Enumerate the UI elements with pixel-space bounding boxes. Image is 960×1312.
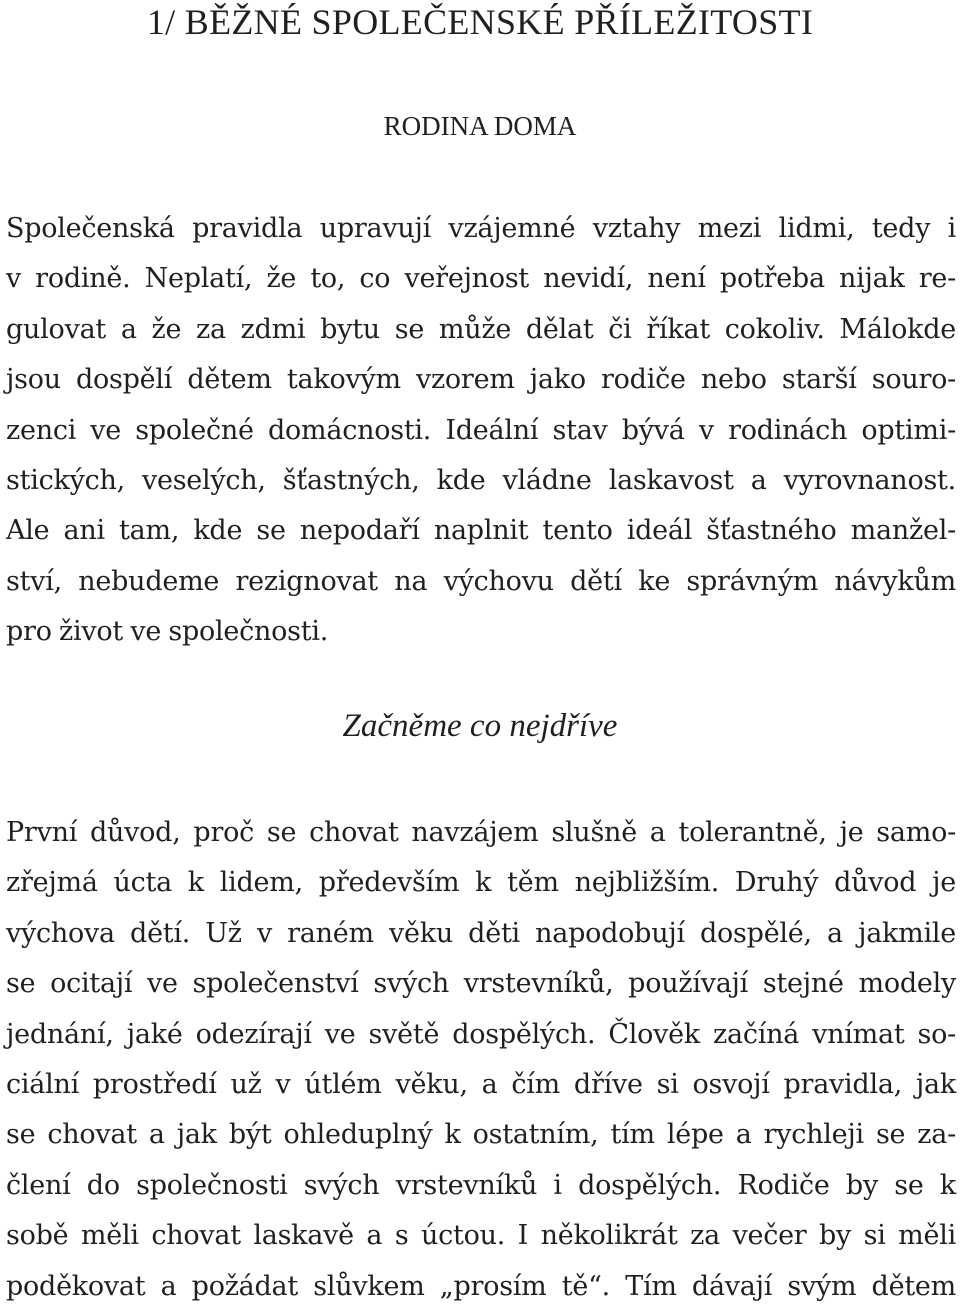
paragraph-line: Ale ani tam, kde se nepodaří naplnit tento ideál šťastného manžel- (6, 515, 956, 547)
paragraph-line: stických, veselých, šťastných, kde vládne laskavost a vyrovnanost. (6, 464, 956, 496)
paragraph-line: sobě měli chovat laskavě a s úctou. I několikrát za večer by si měli (6, 1220, 956, 1252)
paragraph-line: gulovat a že za zdmi bytu se může dělat či říkat cokoliv. Málokde (6, 313, 956, 345)
paragraph-line: Společenská pravidla upravují vzájemné vztahy mezi lidmi, tedy i (6, 213, 956, 244)
paragraph-line: ství, nebudeme rezignovat na výchovu dětí ke správným návykům (6, 565, 956, 597)
paragraph-line: jsou dospělí dětem takovým vzorem jako rodiče nebo starší souro- (6, 364, 956, 396)
paragraph-line: se ocitají ve společenství svých vrstevníků, používají stejné modely (6, 968, 956, 1000)
paragraph-line: v rodině. Neplatí, že to, co veřejnost nevidí, není potřeba nijak re- (6, 263, 956, 295)
paragraph-line: poděkovat a požádat slůvkem „prosím tě“. Tím dávají svým dětem (6, 1270, 956, 1302)
paragraph-line: zenci ve společné domácnosti. Ideální stav bývá v rodinách optimi- (6, 414, 956, 446)
paragraph-line: První důvod, proč se chovat navzájem slušně a tolerantně, je samo- (6, 817, 956, 848)
paragraph-line: člení do společnosti svých vrstevníků i dospělých. Rodiče by se k (6, 1169, 956, 1201)
paragraph-line: výchova dětí. Už v raném věku děti napodobují dospělé, a jakmile (6, 917, 956, 949)
paragraph-2 (6, 808, 956, 1312)
paragraph-line: se chovat a jak být ohleduplný k ostatním, tím lépe a rychleji se za- (6, 1119, 956, 1151)
chapter-title: 1/ BĚŽNÉ SPOLEČENSKÉ PŘÍLEŽITOSTI (146, 2, 814, 42)
paragraph-line: pro život ve společnosti. (6, 616, 329, 648)
section-title: RODINA DOMA (383, 111, 577, 141)
subheading: Začněme co nejdříve (342, 708, 618, 744)
paragraph-1 (6, 204, 956, 658)
paragraph-line: ciální prostředí už v útlém věku, a čím dříve si osvojí pravidla, jak (6, 1068, 956, 1100)
paragraph-line: jednání, jaké odezírají ve světě dospělých. Člověk začíná vnímat so- (6, 1018, 956, 1050)
paragraph-line: zřejmá úcta k lidem, především k těm nejbližším. Druhý důvod je (6, 867, 956, 899)
